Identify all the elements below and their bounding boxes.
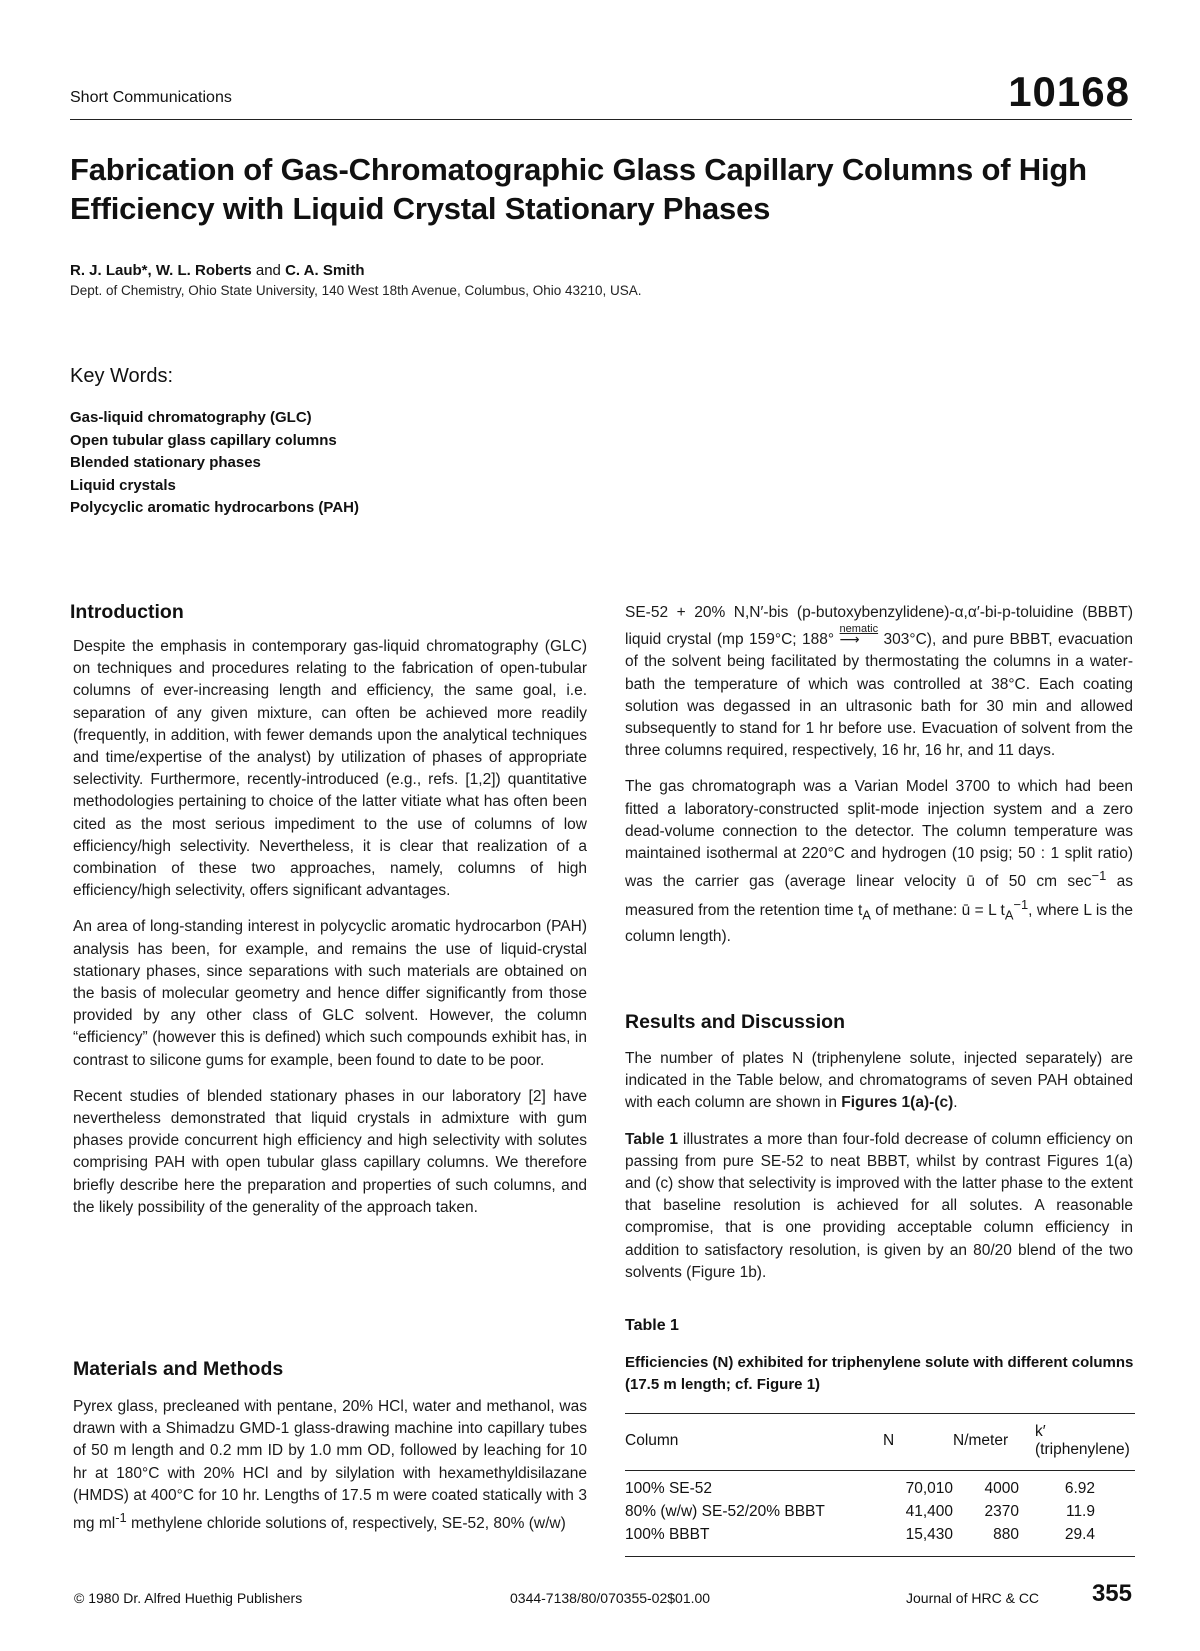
materials-paragraph-1 xyxy=(73,1396,587,1535)
cell-n-per-meter: 4000 xyxy=(984,1480,1019,1497)
table-row xyxy=(625,1523,1135,1557)
cell-n-per-meter: 880 xyxy=(953,1523,1035,1557)
article-code: 0344-7138/80/070355-02$01.00 xyxy=(510,1590,711,1606)
introduction-paragraph-3: Recent studies of blended stationary phases in our laboratory [2] have nevertheless demonstrated that liquid crystals in admixture with gum phases provide concurrent high efficiency and high selectivity with solutes comprising PAH with open tubular glass capillary columns. We therefore briefly describe here the preparation and properties of such columns, and the likely possibility of the generality of the approach taken. xyxy=(73,1087,587,1216)
introduction-body xyxy=(73,636,587,1233)
cell-n: 15,430 xyxy=(883,1523,953,1557)
results-text-b: . xyxy=(953,1094,958,1112)
affiliation: Dept. of Chemistry, Ohio State University, 140 West 18th Avenue, Columbus, Ohio 43210, USA. xyxy=(70,283,642,298)
introduction-paragraph-1: Despite the emphasis in contemporary gas-liquid chromatography (GLC) on techniques and procedures relating to the fabrication of open-tubular columns of ever-increasing length and efficiency, the same goal, i.e. separation of any given mixture, can often be achieved more readily (frequently, in addition, with fewer demands upon the analytical techniques and time/expertise of the analyst) by utilization of phases of appropriate selectivity. Furthermore, recently-introduced (e.g., refs. [1,2]) quantitative methodologies pertaining to choice of the latter vitiate what has often been cited as the most serious impediment to the use of columns of low efficiency/high selectivity. Nevertheless, it is clear that realization of a combination of these two approaches, namely, columns of high efficiency/high selectivity, offers significant advantages. xyxy=(73,638,587,900)
document-number: 10168 xyxy=(1008,68,1130,115)
cell-column: 100% BBBT xyxy=(625,1523,883,1557)
nematic-transition-arrow xyxy=(839,623,879,648)
materials-text-b: methylene chloride solutions of, respectively, SE-52, 80% (w/w) xyxy=(126,1515,566,1533)
header-n: N xyxy=(883,1414,953,1471)
methods-text-d: as measured from the retention time t xyxy=(625,873,1133,919)
cell-k: 11.9 xyxy=(1065,1503,1095,1520)
copyright-notice: © 1980 Dr. Alfred Huethig Publishers xyxy=(74,1590,303,1606)
methods-text-a: SE-52 + 20% N,N′-bis (p-butoxybenzylidene)-α,α′-bi-p-toluidine (BBBT) liquid crystal (mp 159°C; 188° xyxy=(625,604,1133,649)
figure-reference: Figures 1(a)-(c) xyxy=(841,1094,954,1112)
superscript: −1 xyxy=(1091,868,1107,884)
results-text-a: The number of plates N (triphenylene solute, injected separately) are indicated in the Table below, and chromatograms of seven PAH obtained with each column are shown in xyxy=(625,1050,1133,1112)
keywords-list xyxy=(70,407,359,520)
methods-text-e: of methane: ū = L t xyxy=(870,901,1005,919)
materials-superscript: -1 xyxy=(115,1510,127,1526)
methods-continued-body xyxy=(625,602,1133,962)
header-n-per-meter: N/meter xyxy=(953,1414,1035,1471)
results-paragraph-2 xyxy=(625,1129,1133,1284)
cell-n: 41,400 xyxy=(905,1503,953,1520)
author-line xyxy=(70,262,365,279)
journal-name: Journal of HRC & CC xyxy=(906,1590,1040,1606)
materials-body xyxy=(73,1396,587,1549)
cell-k: 29.4 xyxy=(1035,1523,1135,1557)
cell-n: 70,010 xyxy=(905,1480,953,1497)
cell-n-per-meter: 2370 xyxy=(984,1503,1019,1520)
subscript: A xyxy=(1004,906,1014,922)
efficiency-table xyxy=(625,1413,1135,1557)
keywords-heading: Key Words: xyxy=(70,365,173,387)
results-text-c: illustrates a more than four-fold decrease of column efficiency on passing from pure SE-52 to neat BBBT, whilst by contrast Figures 1(a) and (c) show that selectivity is improved with the latter phase to the extent that baseline resolution is achieved for all solutes. A reasonable compromise, that is one providing acceptable column efficiency in addition to satisfactory resolution, is given by an 80/20 blend of the two solvents (Figure 1b). xyxy=(625,1130,1133,1281)
superscript: −1 xyxy=(1013,896,1029,912)
materials-text-a: Pyrex glass, precleaned with pentane, 20% HCl, water and methanol, was drawn with a Shimadzu GMD-1 glass-drawing machine into capillary tubes of 50 m length and 0.2 mm ID by 1.0 mm OD, followed by leaching for 10 hr at 180°C with 20% HCl and by silylation with hexamethyldisilazane (HMDS) at 400°C for 10 hr. Lengths of 17.5 m were coated statically with 3 mg ml xyxy=(73,1398,587,1533)
header-k-triphenylene: k′(triphenylene) xyxy=(1035,1414,1135,1471)
introduction-paragraph-2: An area of long-standing interest in polycyclic aromatic hydrocarbon (PAH) analysis has been, for example, and remains the use of liquid-crystal stationary phases, since separations with such materials are obtained on the basis of molecular geometry and hence differ significantly from those provided by any other class of GLC solvent. However, the column “efficiency” (however this is defined) which such compounds exhibit has, in contrast to silicone gums for example, been found to date to be poor. xyxy=(73,918,587,1069)
methods-text-b: 303°C), and pure BBBT, evacuation of the solvent being facilitated by thermostating the columns in a water-bath the temperature of which was controlled at 38°C. Each coating solution was degassed in an ultrasonic bath for 30 min and allowed subsequently to stand for 1 hr before use. Evacuation of solvent from the three columns required, respectively, 16 hr, 16 hr, and 11 days. xyxy=(625,631,1133,760)
cell-column: 100% SE-52 xyxy=(625,1480,713,1497)
article-title: Fabrication of Gas-Chromatographic Glass Capillary Columns of High Efficiency with Liquid Crystal Stationary Phases xyxy=(70,152,1087,226)
nematic-label: nematic xyxy=(839,623,879,636)
header-column: Column xyxy=(625,1414,883,1471)
table-reference: Table 1 xyxy=(625,1130,678,1148)
keyword-item: Polycyclic aromatic hydrocarbons (PAH) xyxy=(70,499,359,516)
cell-column: 80% (w/w) SE-52/20% BBBT xyxy=(625,1503,825,1520)
page-number: 355 xyxy=(1091,1580,1132,1607)
methods-paragraph-2 xyxy=(625,776,1133,948)
table-header-row xyxy=(625,1414,1135,1471)
results-body xyxy=(625,1048,1133,1298)
results-paragraph-1 xyxy=(625,1048,1133,1115)
header-rule xyxy=(70,119,1132,120)
section-label: Short Communications xyxy=(70,89,232,106)
methods-paragraph-1 xyxy=(625,602,1133,762)
author-conjunction: and xyxy=(251,262,286,279)
introduction-heading: Introduction xyxy=(70,601,184,623)
keyword-item: Gas-liquid chromatography (GLC) xyxy=(70,409,312,426)
results-heading: Results and Discussion xyxy=(625,1011,845,1033)
keyword-item: Open tubular glass capillary columns xyxy=(70,431,337,449)
author-names-1: R. J. Laub*, W. L. Roberts xyxy=(70,262,252,279)
table-row xyxy=(625,1471,1135,1501)
keyword-item: Liquid crystals xyxy=(70,476,176,494)
table-row xyxy=(625,1500,1135,1523)
author-names-2: C. A. Smith xyxy=(285,262,365,279)
methods-text-c: The gas chromatograph was a Varian Model 3700 to which had been fitted a laboratory-constructed split-mode injection system and a zero dead-volume connection to the detector. The column temperature was maintained isothermal at 220°C and hydrogen (10 psig; 50 : 1 split ratio) was the carrier gas (average linear velocity ū of 50 cm sec xyxy=(625,778,1133,891)
table-label: Table 1 xyxy=(625,1317,679,1334)
right-arrow-icon: ⟶ xyxy=(839,631,860,648)
methods-text-f: , where L is the column length). xyxy=(625,901,1133,946)
table-caption: Efficiencies (N) exhibited for triphenylene solute with different columns (17.5 m length; cf. Figure 1) xyxy=(625,1354,1134,1393)
keyword-item: Blended stationary phases xyxy=(70,454,261,471)
materials-heading: Materials and Methods xyxy=(73,1358,284,1380)
subscript: A xyxy=(862,906,871,922)
cell-k: 6.92 xyxy=(1064,1480,1095,1497)
